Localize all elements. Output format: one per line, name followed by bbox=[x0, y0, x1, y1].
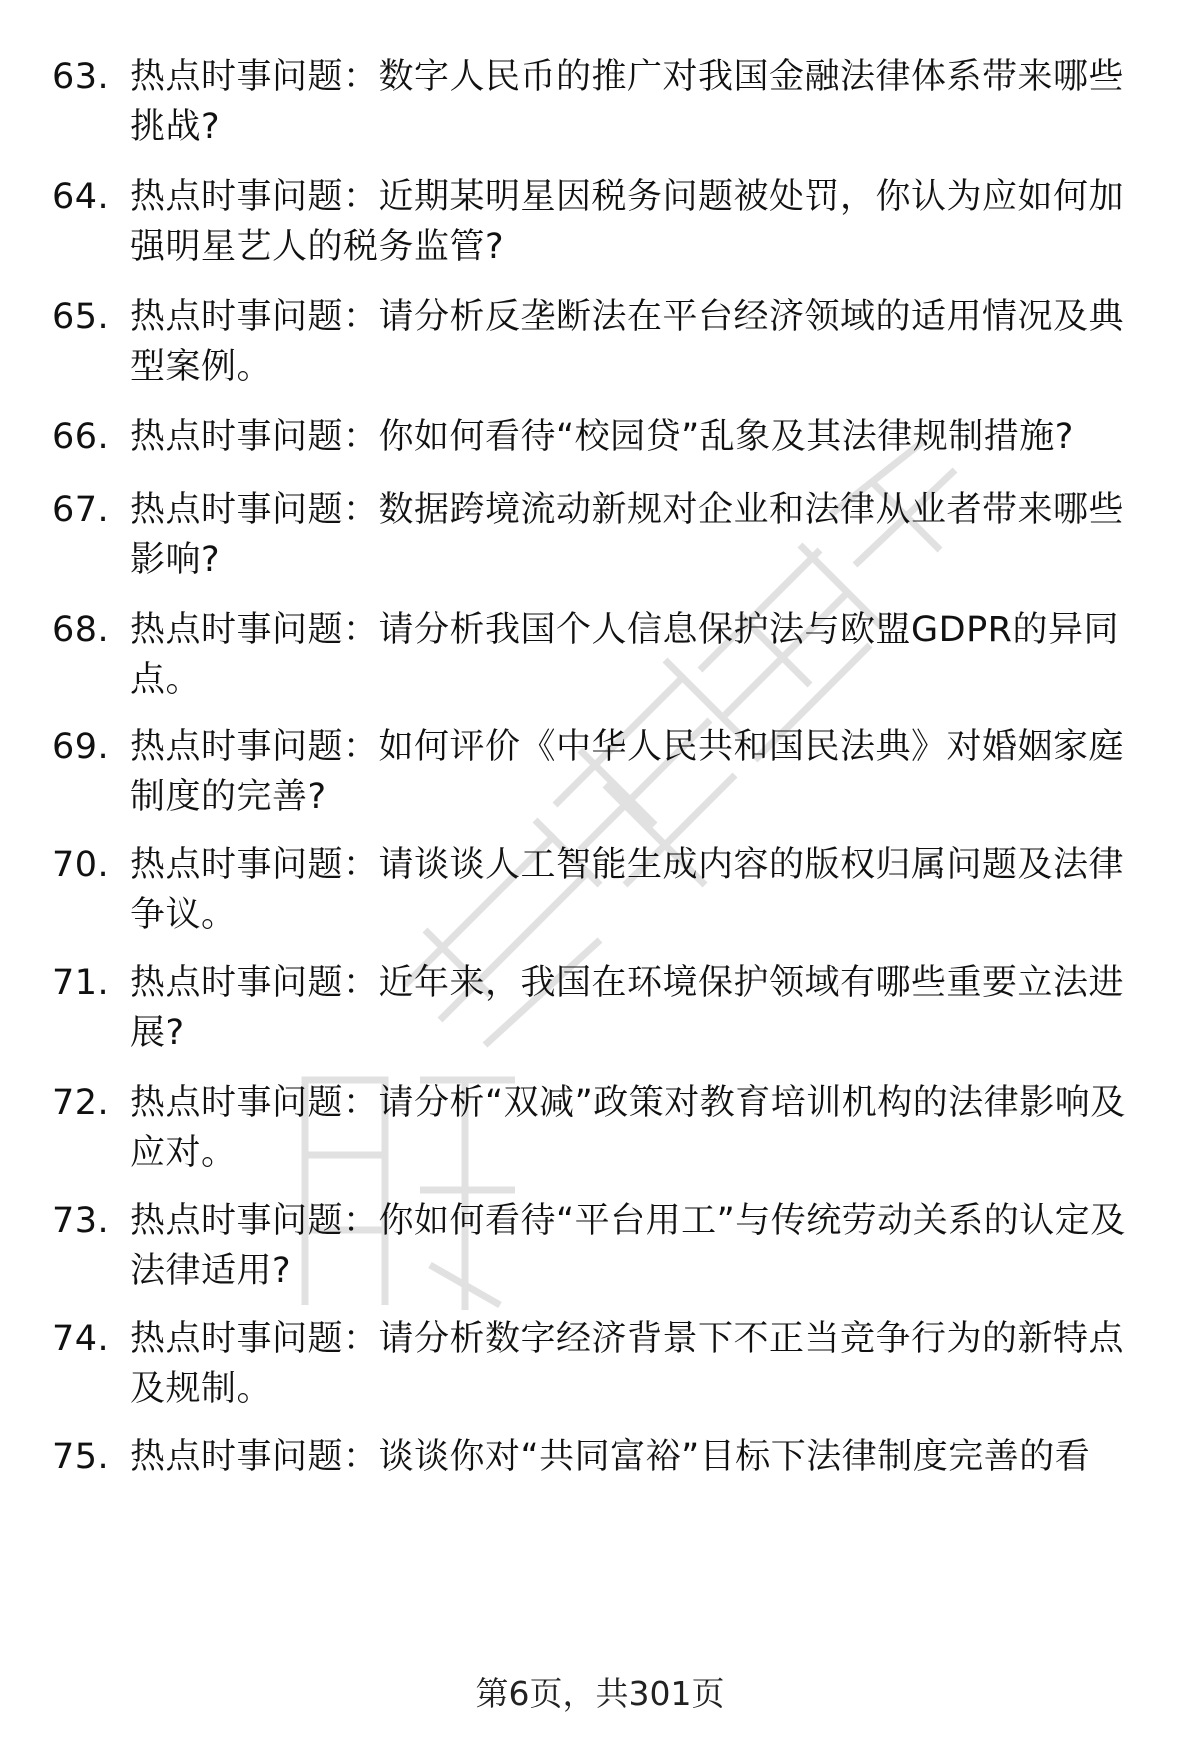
question-text: 热点时事问题：请分析我国个人信息保护法与欧盟GDPR的异同点。 bbox=[130, 610, 1119, 700]
question-number: 67. bbox=[52, 490, 110, 530]
question-item-66 bbox=[52, 412, 1147, 462]
question-text: 热点时事问题：你如何看待“校园贷”乱象及其法律规制措施? bbox=[130, 417, 1074, 457]
question-text: 热点时事问题：数据跨境流动新规对企业和法律从业者带来哪些影响? bbox=[130, 490, 1125, 580]
question-number: 65. bbox=[52, 297, 110, 337]
question-text: 热点时事问题：数字人民币的推广对我国金融法律体系带来哪些挑战? bbox=[130, 57, 1125, 147]
question-item-70 bbox=[52, 840, 1147, 940]
question-number: 69. bbox=[52, 727, 110, 767]
question-number: 74. bbox=[52, 1319, 110, 1359]
question-number: 70. bbox=[52, 845, 110, 885]
question-text: 热点时事问题：请分析“双减”政策对教育培训机构的法律影响及应对。 bbox=[130, 1083, 1126, 1173]
page-number-footer: 第6页，共301页 bbox=[475, 1674, 725, 1713]
question-item-64 bbox=[52, 172, 1147, 272]
question-item-65 bbox=[52, 292, 1147, 392]
question-item-67 bbox=[52, 485, 1147, 585]
question-item-72 bbox=[52, 1078, 1147, 1178]
question-item-69 bbox=[52, 722, 1147, 822]
question-number: 66. bbox=[52, 417, 110, 457]
question-item-74 bbox=[52, 1314, 1147, 1414]
question-text: 热点时事问题：如何评价《中华人民共和国民法典》对婚姻家庭制度的完善? bbox=[130, 727, 1125, 817]
question-number: 64. bbox=[52, 177, 110, 217]
question-item-73 bbox=[52, 1196, 1147, 1296]
question-number: 68. bbox=[52, 610, 110, 650]
question-text: 热点时事问题：谈谈你对“共同富裕”目标下法律制度完善的看 bbox=[130, 1437, 1091, 1477]
question-text: 热点时事问题：请谈谈人工智能生成内容的版权归属问题及法律争议。 bbox=[130, 845, 1125, 935]
question-number: 75. bbox=[52, 1437, 110, 1477]
question-text: 热点时事问题：请分析数字经济背景下不正当竞争行为的新特点及规制。 bbox=[130, 1319, 1125, 1409]
question-item-75 bbox=[52, 1432, 1147, 1482]
question-item-71 bbox=[52, 958, 1147, 1058]
question-item-68 bbox=[52, 605, 1147, 705]
question-number: 63. bbox=[52, 57, 110, 97]
question-text: 热点时事问题：请分析反垄断法在平台经济领域的适用情况及典型案例。 bbox=[130, 297, 1125, 387]
question-text: 热点时事问题：近年来，我国在环境保护领域有哪些重要立法进展? bbox=[130, 963, 1125, 1053]
question-text: 热点时事问题：近期某明星因税务问题被处罚，你认为应如何加强明星艺人的税务监管? bbox=[130, 177, 1125, 267]
question-item-63 bbox=[52, 52, 1147, 152]
question-text: 热点时事问题：你如何看待“平台用工”与传统劳动关系的认定及法律适用? bbox=[130, 1201, 1126, 1291]
question-number: 72. bbox=[52, 1083, 110, 1123]
question-number: 71. bbox=[52, 963, 110, 1003]
question-number: 73. bbox=[52, 1201, 110, 1241]
